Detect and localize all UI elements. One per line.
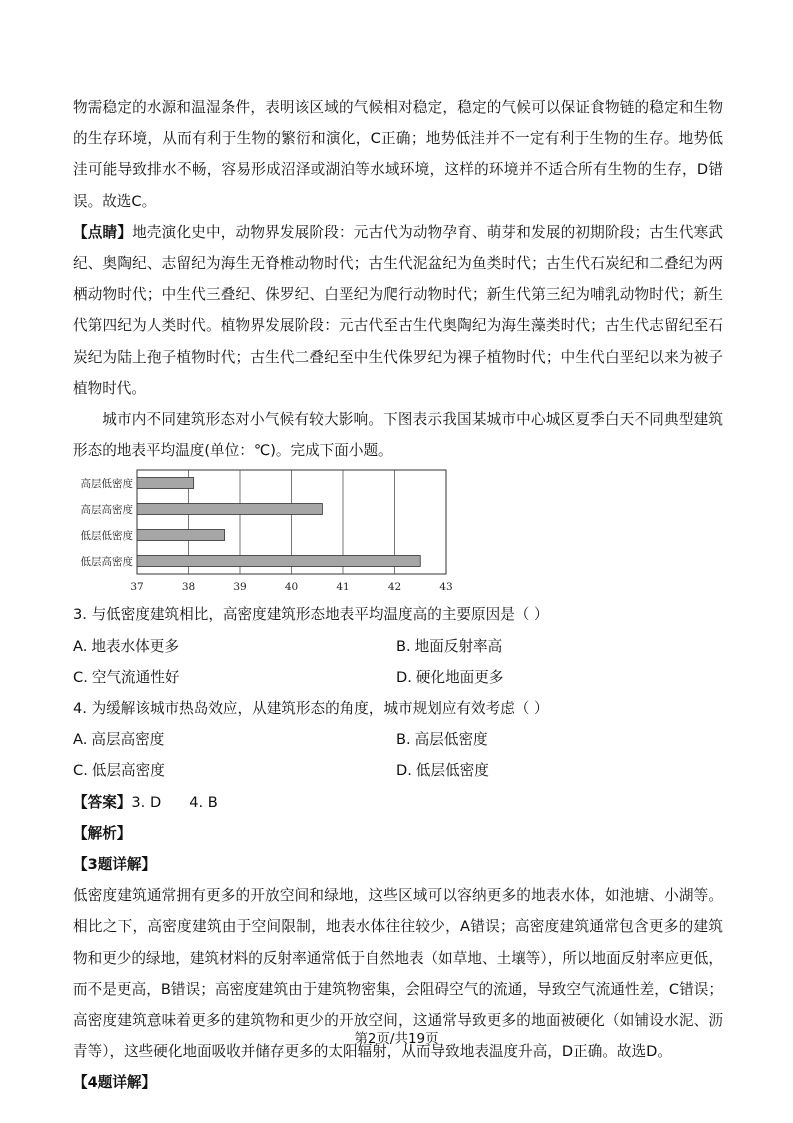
question-4-option-d[interactable] — [396, 755, 719, 786]
question-4-option-c[interactable] — [73, 755, 396, 786]
x-tick-label: 43 — [439, 581, 453, 594]
category-label: 高层高密度 — [80, 504, 133, 517]
option-text: 地面反射率高 — [414, 637, 503, 655]
question-4-options-row-2 — [73, 755, 723, 786]
option-text: 高层高密度 — [91, 731, 165, 749]
temperature-bar-chart — [73, 468, 723, 596]
option-letter: C. — [73, 668, 88, 686]
answer-label: 【答案】 — [73, 793, 132, 811]
answer-3: 3. D — [131, 793, 162, 811]
category-label: 低层高密度 — [80, 556, 133, 569]
question-3-options-row-1 — [73, 631, 723, 662]
bar-4 — [137, 556, 420, 567]
x-tick-label: 41 — [336, 581, 350, 594]
chart-svg — [73, 468, 473, 596]
document-page — [73, 92, 723, 1099]
option-letter: C. — [73, 762, 88, 780]
q3-detail-label: 【3题详解】 — [73, 856, 157, 873]
question-3-option-b[interactable] — [396, 631, 719, 662]
dianjing-label: 【点睛】 — [73, 223, 133, 241]
bar-1 — [137, 478, 194, 489]
analysis-label: 【解析】 — [73, 824, 132, 842]
q3-detail-text: 低密度建筑通常拥有更多的开放空间和绿地，这些区域可以容纳更多的地表水体，如池塘、小湖等。相比之下，高密度建筑由于空间限制，地表水体往往较少，A错误；高密度建筑通常包含更多的建筑物和更少的绿地，建筑材料的反射率通常低于自然地表（如草地、土壤等），所以地面反射率应更低，而不是更高，B错误；高密度建筑由于建筑物密集，会阻碍空气的流通，导致空气流通性差，C错误；高密度建筑意味着更多的建筑物和更少的开放空间，这通常导致更多的地面被硬化（如铺设水泥、沥青等），这些硬化地面吸收并储存更多的太阳辐射，从而导致地表温度升高，D正确。故选D。 — [73, 887, 723, 1061]
option-letter: A. — [73, 637, 88, 655]
question-3-options-row-2 — [73, 662, 723, 693]
dianjing-text: 地壳演化史中，动物界发展阶段：元古代为动物孕育、萌芽和发展的初期阶段；古生代寒武纪、奥陶纪、志留纪为海生无脊椎动物时代；古生代泥盆纪为鱼类时代；古生代石炭纪和二叠纪为两栖动物时代；中生代三叠纪、侏罗纪、白垩纪为爬行动物时代；新生代第三纪为哺乳动物时代；新生代第四纪为人类时代。植物界发展阶段：元古代至古生代奥陶纪为海生藻类时代；古生代志留纪至石炭纪为陆上孢子植物时代；古生代二叠纪至中生代侏罗纪为裸子植物时代；中生代白垩纪以来为被子植物时代。 — [73, 223, 723, 397]
answer-line — [73, 787, 723, 818]
answer-4: 4. B — [189, 793, 218, 811]
option-text: 低层高密度 — [91, 762, 165, 780]
option-letter: A. — [73, 731, 88, 749]
question-3-option-a[interactable] — [73, 631, 396, 662]
category-label: 低层低密度 — [80, 530, 133, 543]
x-tick-label: 42 — [387, 581, 402, 594]
question-4-stem: 4. 为缓解该城市热岛效应，从建筑形态的角度，城市规划应有效考虑（ ） — [73, 700, 549, 718]
category-label: 高层低密度 — [80, 478, 133, 491]
option-letter: D. — [396, 668, 412, 686]
option-text: 低层低密度 — [415, 762, 489, 780]
paragraph-continuation: 物需稳定的水源和温湿条件，表明该区域的气候相对稳定，稳定的气候可以保证食物链的稳定和生物的生存环境，从而有利于生物的繁衍和演化，C正确；地势低洼并不一定有利于生物的生存。地势低洼可能导致排水不畅，容易形成沼泽或湖泊等水域环境，这样的环境并不适合所有生物的生存，D错误。故选C。 — [73, 99, 723, 210]
option-text: 高层低密度 — [414, 731, 488, 749]
question-4-option-a[interactable] — [73, 724, 396, 755]
x-tick-label: 40 — [284, 581, 299, 594]
option-text: 地表水体更多 — [91, 637, 179, 655]
question-4-option-b[interactable] — [396, 724, 719, 755]
paragraph-dianjing — [73, 217, 723, 404]
option-text: 空气流通性好 — [91, 668, 180, 686]
option-letter: B. — [396, 637, 411, 655]
bar-3 — [137, 530, 225, 541]
option-text: 硬化地面更多 — [415, 668, 504, 686]
option-letter: B. — [396, 731, 411, 749]
question-intro: 城市内不同建筑形态对小气候有较大影响。下图表示我国某城市中心城区夏季白天不同典型建筑形态的地表平均温度(单位：℃)。完成下面小题。 — [73, 411, 723, 460]
question-3-option-c[interactable] — [73, 662, 396, 693]
x-tick-label: 37 — [130, 581, 144, 594]
bar-2 — [137, 504, 322, 515]
question-4-options-row-1 — [73, 724, 723, 755]
page-footer: 第2页/共19页 — [354, 1031, 439, 1047]
x-tick-label: 38 — [181, 581, 196, 594]
x-tick-label: 39 — [233, 581, 247, 594]
q4-detail-label: 【4题详解】 — [73, 1074, 157, 1092]
option-letter: D. — [396, 762, 412, 780]
question-3-stem: 3. 与低密度建筑相比，高密度建筑形态地表平均温度高的主要原因是（ ） — [73, 606, 549, 624]
question-3-option-d[interactable] — [396, 662, 719, 693]
